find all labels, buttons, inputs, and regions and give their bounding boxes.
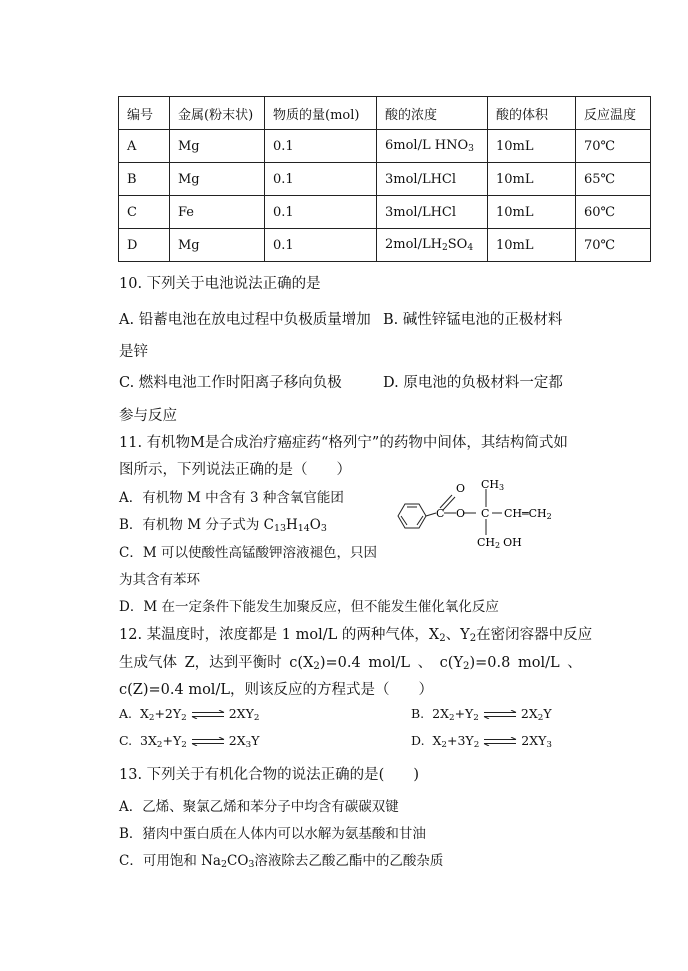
acid-text: 6mol/L HNO <box>385 138 469 153</box>
subscript: 2 <box>220 859 227 870</box>
option-text: CO <box>227 853 249 869</box>
q12-stem-line1 <box>119 623 592 644</box>
row-amount: 0.1 <box>265 229 377 262</box>
row-temp: 60℃ <box>576 196 651 229</box>
header-cell: 金属(粉末状) <box>170 97 265 130</box>
benzene-ring <box>398 504 426 528</box>
row-metal: Fe <box>170 196 265 229</box>
table-row <box>119 130 651 163</box>
equation-text: Y <box>543 706 552 721</box>
q11-option-c: C．M 可以使酸性高锰酸钾溶液褪色，只因 <box>119 545 377 561</box>
subscript: 2 <box>463 661 470 672</box>
quaternary-carbon: C <box>481 507 490 520</box>
ester-oxygen: O <box>456 507 466 520</box>
row-id: B <box>119 163 170 196</box>
table-row <box>119 163 651 196</box>
q11-option-b <box>119 513 327 534</box>
subscript: 3 <box>546 740 552 750</box>
option-text: 溶液除去乙酸乙酯中的乙酸杂质 <box>254 853 444 869</box>
equation-text: X <box>432 733 442 748</box>
row-amount: 0.1 <box>265 130 377 163</box>
option-label: D. <box>411 733 425 748</box>
row-temp: 70℃ <box>576 130 651 163</box>
acid-subscript: 4 <box>467 243 474 253</box>
row-id: C <box>119 196 170 229</box>
subscript: 2 <box>448 713 455 723</box>
vinyl-group: CH═CH2 <box>504 507 552 521</box>
q10-stem: 10. 下列关于电池说法正确的是 <box>119 276 321 292</box>
q10-option-b-continued: 是锌 <box>119 344 148 360</box>
row-volume: 10mL <box>488 130 576 163</box>
hydroxymethyl-group: CH2 OH <box>477 536 522 550</box>
row-id: D <box>119 229 170 262</box>
equilibrium-arrow-icon <box>483 737 517 746</box>
equilibrium-arrow-icon <box>483 710 517 719</box>
q10-option-d-continued: 参与反应 <box>119 408 177 424</box>
q13-option-c <box>119 849 443 870</box>
subscript: 2 <box>441 740 447 750</box>
equation-text: X <box>139 706 149 721</box>
q11-option-c-continued: 为其含有苯环 <box>119 572 200 588</box>
row-volume: 10mL <box>488 229 576 262</box>
option-label: B. <box>411 706 425 721</box>
methyl-group: CH3 <box>481 478 505 492</box>
q13-stem: 13. 下列关于有机化合物的说法正确的是( ) <box>119 767 419 783</box>
option-text: C．可用饱和 Na <box>119 853 221 869</box>
formula-text: H <box>285 517 298 533</box>
stem-text: 在密闭容器中反应 <box>476 627 593 643</box>
q10-option-a: A. 铅蓄电池在放电过程中负极质量增加 <box>119 312 371 328</box>
header-cell: 酸的浓度 <box>377 97 488 130</box>
equation-text: 2XY <box>228 706 254 721</box>
subscript: 2 <box>469 633 477 644</box>
subscript: 2 <box>537 713 544 723</box>
row-amount: 0.1 <box>265 196 377 229</box>
row-metal: Mg <box>170 163 265 196</box>
q12-option-b <box>411 706 552 723</box>
subscript: 2 <box>473 740 480 750</box>
equation-text: 2X <box>228 733 246 748</box>
table-row <box>119 196 651 229</box>
acid-subscript: 2 <box>441 243 448 253</box>
stem-text: 、Y <box>445 627 470 643</box>
table-header-row <box>119 97 651 130</box>
subscript: 2 <box>148 713 155 723</box>
header-cell: 编号 <box>119 97 170 130</box>
q11-stem-line1: 11. 有机物M是合成治疗癌症药“格列宁”的药物中间体，其结构简式如 <box>119 435 568 451</box>
stem-text: )=0.8 mol/L 、 <box>469 655 582 671</box>
equation-text: 3X <box>140 733 157 748</box>
q12-option-d <box>411 733 552 750</box>
equilibrium-arrow-icon <box>191 710 225 719</box>
q10-option-c: C. 燃料电池工作时阳离子移向负极 <box>119 375 342 391</box>
equation-text: Y <box>251 733 260 748</box>
q11-stem-line2: 图所示，下列说法正确的是（ ） <box>119 462 351 478</box>
stem-text: )=0.4 mol/L 、 c(Y <box>319 655 464 671</box>
subscript: 3 <box>248 859 255 870</box>
row-amount: 0.1 <box>265 163 377 196</box>
q10-option-d: D. 原电池的负极材料一定都 <box>383 375 563 391</box>
molecule-structure-diagram <box>392 476 582 552</box>
q13-option-b: B．猪肉中蛋白质在人体内可以水解为氨基酸和甘油 <box>119 826 426 842</box>
row-metal: Mg <box>170 130 265 163</box>
equation-text: +2Y <box>154 706 182 721</box>
equation-text: +Y <box>454 706 474 721</box>
row-temp: 65℃ <box>576 163 651 196</box>
formula-subscript: 13 <box>273 523 286 534</box>
reaction-conditions-table <box>118 96 651 262</box>
subscript: 3 <box>245 740 252 750</box>
row-acid: 3mol/LHCl <box>377 196 488 229</box>
row-acid <box>377 229 488 262</box>
q10-option-b: B. 碱性锌锰电池的正极材料 <box>383 312 563 328</box>
equation-text: 2X <box>520 706 538 721</box>
acid-text: SO <box>447 237 468 252</box>
acid-subscript: 3 <box>468 144 474 154</box>
option-label: C. <box>119 733 133 748</box>
formula-text: B．有机物 M 分子式为 C <box>119 517 274 533</box>
equation-text: 2X <box>432 706 449 721</box>
q12-option-c <box>119 733 260 750</box>
q11-option-d: D．M 在一定条件下能发生加聚反应，但不能发生催化氧化反应 <box>119 599 499 615</box>
row-acid: 3mol/LHCl <box>377 163 488 196</box>
stem-text: 12. 某温度时，浓度都是 1 mol/L 的两种气体，X <box>119 627 440 643</box>
q11-option-a: A．有机物 M 中含有 3 种含氧官能团 <box>119 490 344 506</box>
formula-text: O <box>309 517 321 533</box>
subscript: 2 <box>181 713 187 723</box>
header-cell: 酸的体积 <box>488 97 576 130</box>
row-id: A <box>119 130 170 163</box>
row-metal: Mg <box>170 229 265 262</box>
row-temp: 70℃ <box>576 229 651 262</box>
subscript: 2 <box>156 740 163 750</box>
carbonyl-carbon: C <box>436 507 445 520</box>
table-row <box>119 229 651 262</box>
equation-text: +Y <box>162 733 182 748</box>
formula-subscript: 3 <box>320 523 327 534</box>
subscript: 2 <box>313 661 320 672</box>
header-cell: 物质的量(mol) <box>265 97 377 130</box>
carbonyl-oxygen: O <box>456 482 466 495</box>
row-volume: 10mL <box>488 163 576 196</box>
q12-stem-line2 <box>119 651 582 672</box>
acid-text: 2mol/LH <box>385 237 442 252</box>
row-volume: 10mL <box>488 196 576 229</box>
row-acid <box>377 130 488 163</box>
header-cell: 反应温度 <box>576 97 651 130</box>
equilibrium-arrow-icon <box>191 737 225 746</box>
q13-option-a: A．乙烯、聚氯乙烯和苯分子中均含有碳碳双键 <box>119 799 399 815</box>
subscript: 2 <box>253 713 260 723</box>
equation-text: +3Y <box>447 733 474 748</box>
q12-option-a <box>119 706 259 723</box>
q12-stem-line3: c(Z)=0.4 mol/L，则该反应的方程式是（ ） <box>119 682 433 698</box>
stem-text: 生成气体 Z，达到平衡时 c(X <box>119 655 314 671</box>
subscript: 2 <box>181 740 187 750</box>
option-label: A. <box>119 706 133 721</box>
equation-text: 2XY <box>521 733 547 748</box>
subscript: 2 <box>473 713 479 723</box>
formula-subscript: 14 <box>297 523 310 534</box>
subscript: 2 <box>439 633 446 644</box>
